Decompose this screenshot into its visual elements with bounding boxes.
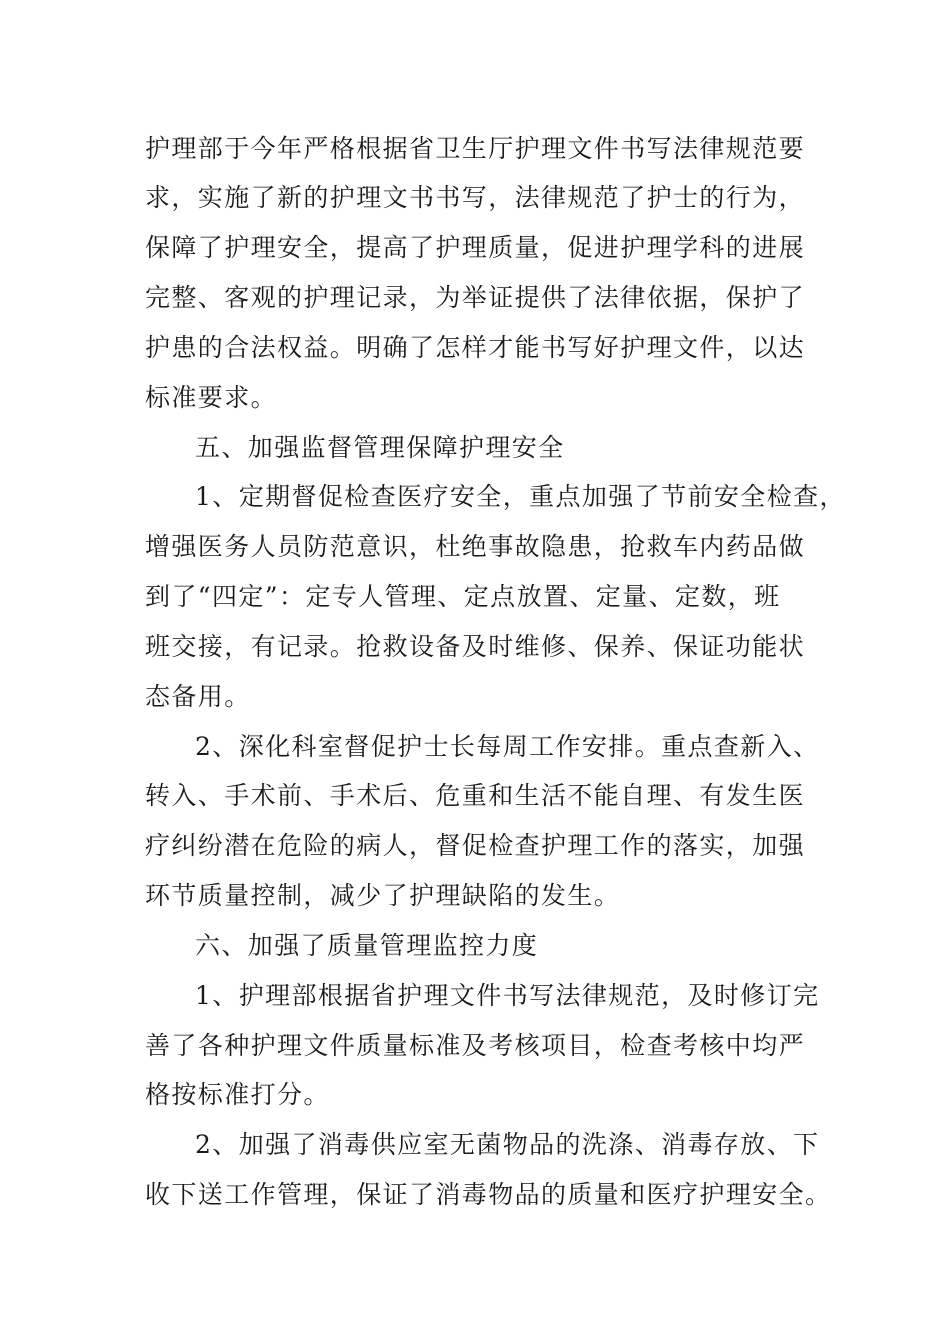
text-line: 态备用。 (145, 682, 251, 711)
text-line: 善了各种护理文件质量标准及考核项目，检查考核中均严 (145, 1031, 806, 1060)
text-line: 2、加强了消毒供应室无菌物品的洗涤、消毒存放、下 (195, 1130, 820, 1159)
text-line: 1、护理部根据省护理文件书写法律规范，及时修订完 (195, 981, 820, 1010)
text-line: 1、定期督促检查医疗安全，重点加强了节前安全检查， (195, 482, 846, 511)
text-line: 完整、客观的护理记录，为举证提供了法律依据，保护了 (145, 283, 806, 312)
section-heading: 六、加强了质量管理监控力度 (195, 931, 539, 960)
text-line: 增强医务人员防范意识，杜绝事故隐患，抢救车内药品做 (145, 532, 806, 561)
text-line: 护理部于今年严格根据省卫生厅护理文件书写法律规范要 (145, 134, 806, 163)
text-line: 求，实施了新的护理文书书写，法律规范了护士的行为， (145, 183, 806, 212)
text-line: 标准要求。 (145, 383, 278, 412)
text-line: 2、深化科室督促护士长每周工作安排。重点查新入、 (195, 732, 820, 761)
text-line: 到了“四定”：定专人管理、定点放置、定量、定数，班 (145, 582, 781, 611)
text-line: 格按标准打分。 (145, 1080, 330, 1109)
text-line: 环节质量控制，减少了护理缺陷的发生。 (145, 881, 621, 910)
text-line: 收下送工作管理，保证了消毒物品的质量和医疗护理安全。 (145, 1180, 832, 1209)
text-line: 转入、手术前、手术后、危重和生活不能自理、有发生医 (145, 781, 806, 810)
text-line: 班交接，有记录。抢救设备及时维修、保养、保证功能状 (145, 632, 806, 661)
text-line: 护患的合法权益。明确了怎样才能书写好护理文件，以达 (145, 333, 806, 362)
text-line: 保障了护理安全，提高了护理质量，促进护理学科的进展 (145, 233, 806, 262)
text-line: 疗纠纷潜在危险的病人，督促检查护理工作的落实，加强 (145, 831, 806, 860)
section-heading: 五、加强监督管理保障护理安全 (195, 433, 565, 462)
